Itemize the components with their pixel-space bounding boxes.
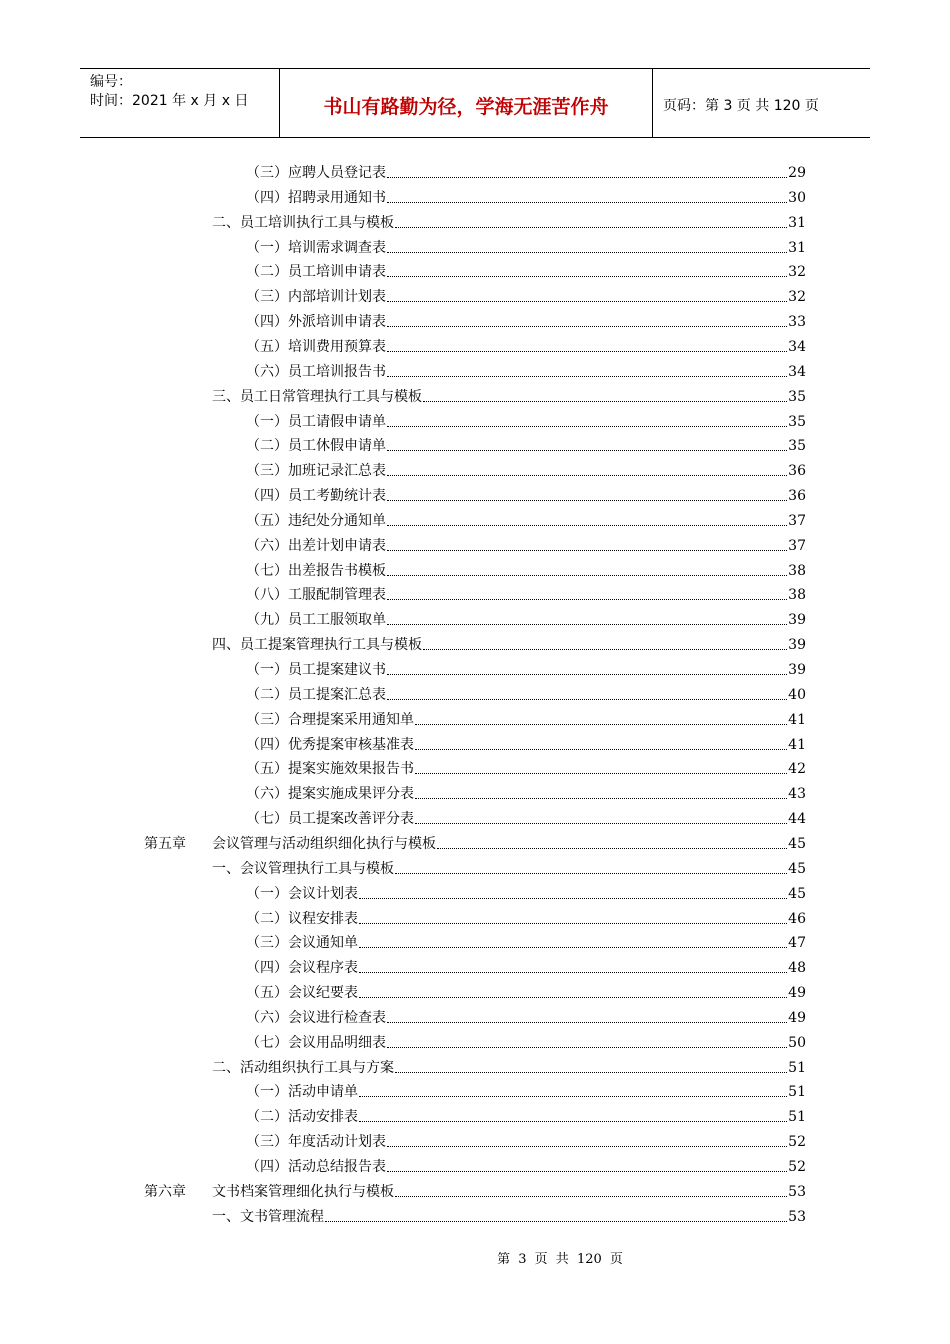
toc-entry-page: 30 bbox=[788, 189, 806, 206]
toc-dot-leader bbox=[359, 972, 787, 973]
toc-entry[interactable] bbox=[246, 357, 806, 381]
toc-dot-leader bbox=[387, 301, 787, 302]
toc-dot-leader bbox=[387, 351, 787, 352]
toc-entry-title bbox=[246, 512, 386, 530]
toc-entry-page: 41 bbox=[788, 736, 806, 753]
footer-total-label: 共 bbox=[555, 1252, 569, 1267]
toc-dot-leader bbox=[359, 898, 787, 899]
toc-dot-leader bbox=[387, 475, 787, 476]
toc-dot-leader bbox=[387, 202, 787, 203]
footer-total-unit: 页 bbox=[609, 1252, 623, 1267]
toc-entry-page: 50 bbox=[788, 1034, 806, 1051]
toc-entry[interactable] bbox=[246, 1003, 806, 1027]
toc-entry-page: 39 bbox=[788, 662, 806, 678]
toc-entry-page: 47 bbox=[788, 935, 806, 952]
toc-entry-label: （二）员工休假申请单 bbox=[246, 438, 386, 455]
toc-dot-leader bbox=[387, 674, 787, 675]
header-meta bbox=[80, 69, 280, 137]
toc-entry-title bbox=[212, 1059, 394, 1077]
toc-entry[interactable] bbox=[212, 854, 806, 878]
toc-chapter-prefix: 第五章 bbox=[144, 835, 186, 852]
toc-entry-title bbox=[246, 437, 386, 455]
document-time-label: 时间：2021 年 x 月 x 日 bbox=[90, 93, 249, 109]
toc-entry-page: 51 bbox=[788, 1109, 806, 1126]
toc-dot-leader bbox=[325, 1221, 787, 1222]
toc-dot-leader bbox=[387, 276, 787, 277]
toc-entry-title bbox=[246, 910, 358, 928]
toc-entry-page: 35 bbox=[788, 438, 806, 455]
toc-entry-label: 一、会议管理执行工具与模板 bbox=[212, 860, 394, 877]
toc-entry-title bbox=[246, 338, 386, 356]
toc-entry-label: （三）加班记录汇总表 bbox=[246, 463, 386, 480]
toc-entry[interactable] bbox=[246, 257, 806, 281]
toc-entry-title bbox=[246, 1009, 386, 1027]
toc-entry-title bbox=[246, 984, 358, 1002]
toc-entry-title bbox=[246, 959, 358, 977]
toc-entry-page: 31 bbox=[788, 214, 806, 231]
toc-entry[interactable] bbox=[246, 506, 806, 530]
toc-entry-page: 53 bbox=[788, 1208, 806, 1225]
toc-dot-leader bbox=[387, 525, 787, 526]
toc-dot-leader bbox=[387, 699, 787, 700]
toc-entry-page: 35 bbox=[788, 388, 806, 405]
toc-entry-label: （六）出差计划申请表 bbox=[246, 537, 386, 554]
toc-dot-leader bbox=[395, 1072, 787, 1073]
toc-entry[interactable] bbox=[246, 1077, 806, 1101]
toc-entry-label: （二）员工提案汇总表 bbox=[246, 686, 386, 703]
toc-entry-title bbox=[212, 636, 422, 654]
toc-entry-page: 44 bbox=[788, 811, 806, 828]
toc-entry-label: （七）出差报告书模板 bbox=[246, 562, 386, 579]
toc-entry-title bbox=[212, 388, 422, 406]
toc-entry[interactable] bbox=[246, 680, 806, 704]
toc-entry[interactable] bbox=[246, 332, 806, 356]
document-header bbox=[80, 68, 870, 138]
footer-page-number: 3 bbox=[518, 1252, 527, 1267]
toc-entry-title bbox=[144, 835, 436, 853]
toc-entry-title bbox=[246, 462, 386, 480]
toc-entry-title bbox=[212, 214, 394, 232]
toc-dot-leader bbox=[387, 575, 787, 576]
toc-entry[interactable] bbox=[246, 1127, 806, 1151]
toc-entry-title bbox=[246, 363, 386, 381]
toc-dot-leader bbox=[415, 749, 787, 750]
toc-dot-leader bbox=[359, 1121, 787, 1122]
header-page-info: 页码：第 3 页 共 120 页 bbox=[663, 98, 819, 114]
toc-entry[interactable] bbox=[246, 1152, 806, 1176]
toc-entry[interactable] bbox=[246, 605, 806, 629]
toc-entry-page: 39 bbox=[788, 612, 806, 629]
toc-entry-title bbox=[246, 1083, 358, 1101]
toc-dot-leader bbox=[359, 923, 787, 924]
toc-entry-label: （一）培训需求调查表 bbox=[246, 239, 386, 256]
toc-entry[interactable] bbox=[246, 1102, 806, 1126]
toc-dot-leader bbox=[437, 848, 787, 849]
toc-entry[interactable] bbox=[246, 233, 806, 257]
toc-entry-label: 二、活动组织执行工具与方案 bbox=[212, 1059, 394, 1076]
toc-entry-title bbox=[246, 686, 386, 704]
toc-entry-page: 35 bbox=[788, 413, 806, 430]
toc-entry-title bbox=[246, 164, 386, 182]
toc-entry-label: （三）会议通知单 bbox=[246, 935, 358, 952]
toc-entry-page: 46 bbox=[788, 910, 806, 927]
toc-entry-label: （七）会议用品明细表 bbox=[246, 1034, 386, 1051]
toc-entry-title bbox=[246, 239, 386, 257]
toc-dot-leader bbox=[415, 724, 787, 725]
toc-entry-page: 49 bbox=[788, 985, 806, 1002]
toc-entry[interactable] bbox=[246, 407, 806, 431]
toc-entry-page: 37 bbox=[788, 512, 806, 529]
toc-entry-title bbox=[246, 288, 386, 306]
toc-entry-page: 36 bbox=[788, 463, 806, 480]
toc-entry-label: （六）员工培训报告书 bbox=[246, 363, 386, 380]
toc-dot-leader bbox=[387, 1022, 787, 1023]
header-motto: 书山有路勤为径，学海无涯苦作舟 bbox=[280, 69, 653, 137]
toc-entry-label: （三）合理提案采用通知单 bbox=[246, 711, 414, 728]
toc-entry[interactable] bbox=[246, 282, 806, 306]
toc-entry-label: （四）会议程序表 bbox=[246, 960, 358, 977]
toc-entry-label: 四、员工提案管理执行工具与模板 bbox=[212, 637, 422, 654]
toc-dot-leader bbox=[423, 401, 787, 402]
toc-entry-label: （五）培训费用预算表 bbox=[246, 338, 386, 355]
toc-entry-label: 一、文书管理流程 bbox=[212, 1208, 324, 1225]
toc-entry-title bbox=[246, 487, 386, 505]
toc-entry[interactable] bbox=[246, 431, 806, 455]
toc-entry-page: 29 bbox=[788, 165, 806, 181]
toc-entry-page: 34 bbox=[788, 363, 806, 380]
toc-entry-label: （八）工服配制管理表 bbox=[246, 587, 386, 604]
toc-entry-page: 39 bbox=[788, 637, 806, 654]
toc-dot-leader bbox=[387, 177, 787, 178]
toc-entry-page: 31 bbox=[788, 239, 806, 256]
toc-dot-leader bbox=[359, 1096, 787, 1097]
toc-entry[interactable] bbox=[246, 307, 806, 331]
toc-dot-leader bbox=[387, 326, 787, 327]
toc-entry[interactable] bbox=[212, 1202, 806, 1226]
toc-entry-label: （一）活动申请单 bbox=[246, 1084, 358, 1101]
toc-entry-label: 三、员工日常管理执行工具与模板 bbox=[212, 388, 422, 405]
toc-entry[interactable] bbox=[246, 804, 806, 828]
toc-entry-label: （四）招聘录用通知书 bbox=[246, 189, 386, 206]
toc-dot-leader bbox=[387, 252, 787, 253]
toc-entry-title bbox=[246, 661, 386, 679]
toc-entry-title bbox=[246, 562, 386, 580]
toc-entry-title bbox=[246, 263, 386, 281]
toc-entry-title bbox=[212, 1208, 324, 1226]
toc-entry-title bbox=[246, 810, 414, 828]
toc-entry-label: （一）会议计划表 bbox=[246, 885, 358, 902]
toc-entry-label: （二）活动安排表 bbox=[246, 1109, 358, 1126]
toc-entry[interactable] bbox=[246, 183, 806, 207]
toc-entry-label: （三）应聘人员登记表 bbox=[246, 165, 386, 181]
toc-entry-label: 文书档案管理细化执行与模板 bbox=[212, 1183, 394, 1200]
toc-entry-label: （一）员工提案建议书 bbox=[246, 662, 386, 678]
toc-dot-leader bbox=[359, 947, 787, 948]
toc-entry-label: （二）员工培训申请表 bbox=[246, 264, 386, 281]
toc-entry-page: 32 bbox=[788, 289, 806, 306]
toc-dot-leader bbox=[415, 798, 787, 799]
toc-dot-leader bbox=[387, 376, 787, 377]
toc-chapter-prefix: 第六章 bbox=[144, 1183, 186, 1200]
toc-entry[interactable] bbox=[212, 630, 806, 654]
toc-entry[interactable] bbox=[246, 1028, 806, 1052]
toc-entry-page: 41 bbox=[788, 711, 806, 728]
toc-entry-title bbox=[246, 711, 414, 729]
toc-entry-title bbox=[246, 934, 358, 952]
toc-entry-title bbox=[212, 860, 394, 878]
toc-entry-page: 34 bbox=[788, 338, 806, 355]
toc-entry[interactable] bbox=[246, 928, 806, 952]
toc-entry-title bbox=[246, 1158, 386, 1176]
toc-dot-leader bbox=[387, 550, 787, 551]
toc-entry-page: 51 bbox=[788, 1084, 806, 1101]
toc-entry-label: （四）活动总结报告表 bbox=[246, 1159, 386, 1175]
toc-entry-page: 51 bbox=[788, 1059, 806, 1076]
toc-entry-page: 32 bbox=[788, 264, 806, 281]
toc-entry-page: 36 bbox=[788, 488, 806, 505]
toc-entry-title bbox=[246, 785, 414, 803]
toc-dot-leader bbox=[387, 599, 787, 600]
toc-entry-title bbox=[246, 413, 386, 431]
toc-dot-leader bbox=[387, 1171, 787, 1172]
toc-dot-leader bbox=[387, 1047, 787, 1048]
toc-entry-title bbox=[246, 537, 386, 555]
toc-entry-label: （四）员工考勤统计表 bbox=[246, 488, 386, 505]
toc-entry-title bbox=[246, 1108, 358, 1126]
toc-entry-page: 45 bbox=[788, 860, 806, 877]
toc-entry[interactable] bbox=[246, 556, 806, 580]
toc-entry[interactable] bbox=[246, 481, 806, 505]
toc-entry-page: 45 bbox=[788, 835, 806, 852]
toc-entry-page: 42 bbox=[788, 761, 806, 778]
toc-dot-leader bbox=[387, 450, 787, 451]
toc-entry[interactable] bbox=[246, 705, 806, 729]
toc-entry[interactable] bbox=[246, 531, 806, 555]
toc-entry-page: 33 bbox=[788, 314, 806, 331]
toc-entry-title bbox=[246, 736, 414, 754]
toc-entry-label: （五）会议纪要表 bbox=[246, 985, 358, 1002]
toc-entry-label: （四）优秀提案审核基准表 bbox=[246, 736, 414, 753]
toc-dot-leader bbox=[395, 227, 787, 228]
toc-entry-page: 49 bbox=[788, 1009, 806, 1026]
toc-entry[interactable] bbox=[246, 754, 806, 778]
toc-dot-leader bbox=[387, 426, 787, 427]
toc-entry[interactable] bbox=[144, 829, 806, 853]
toc-entry-label: （二）议程安排表 bbox=[246, 910, 358, 927]
toc-entry-label: （三）内部培训计划表 bbox=[246, 289, 386, 306]
toc-entry-page: 43 bbox=[788, 786, 806, 803]
toc-dot-leader bbox=[415, 773, 787, 774]
toc-entry[interactable] bbox=[212, 208, 806, 232]
toc-entry[interactable] bbox=[212, 382, 806, 406]
toc-entry-label: 二、员工培训执行工具与模板 bbox=[212, 214, 394, 231]
toc-entry[interactable] bbox=[246, 158, 806, 182]
toc-entry[interactable] bbox=[246, 456, 806, 480]
toc-dot-leader bbox=[395, 873, 787, 874]
toc-entry[interactable] bbox=[246, 904, 806, 928]
toc-entry-label: （七）员工提案改善评分表 bbox=[246, 811, 414, 828]
toc-entry[interactable] bbox=[246, 580, 806, 604]
toc-dot-leader bbox=[395, 1196, 787, 1197]
footer-page-label: 第 bbox=[497, 1252, 511, 1267]
toc-entry-label: （五）提案实施效果报告书 bbox=[246, 761, 414, 778]
toc-entry-page: 40 bbox=[788, 686, 806, 703]
footer-page-unit: 页 bbox=[534, 1252, 548, 1267]
toc-entry-label: （三）年度活动计划表 bbox=[246, 1134, 386, 1151]
toc-entry-label: （九）员工工服领取单 bbox=[246, 612, 386, 629]
toc-entry-page: 38 bbox=[788, 587, 806, 604]
toc-entry[interactable] bbox=[246, 779, 806, 803]
toc-entry[interactable] bbox=[246, 978, 806, 1002]
toc-entry-page: 37 bbox=[788, 537, 806, 554]
toc-entry[interactable] bbox=[246, 655, 806, 679]
toc-entry-title bbox=[246, 586, 386, 604]
toc-entry[interactable] bbox=[212, 1053, 806, 1077]
toc-entry-title bbox=[246, 1133, 386, 1151]
toc-entry-title bbox=[246, 189, 386, 207]
toc-entry-title bbox=[246, 313, 386, 331]
toc-entry[interactable] bbox=[246, 879, 806, 903]
toc-entry-page: 38 bbox=[788, 562, 806, 579]
toc-entry[interactable] bbox=[246, 953, 806, 977]
page-footer bbox=[0, 1248, 950, 1267]
toc-entry-title bbox=[246, 885, 358, 903]
toc-dot-leader bbox=[387, 500, 787, 501]
document-number-label: 编号： bbox=[90, 74, 132, 90]
toc-entry-page: 52 bbox=[788, 1159, 806, 1175]
toc-entry[interactable] bbox=[246, 730, 806, 754]
toc-entry-label: （六）会议进行检查表 bbox=[246, 1009, 386, 1026]
toc-dot-leader bbox=[415, 823, 787, 824]
toc-entry-page: 53 bbox=[788, 1183, 806, 1200]
toc-entry-title bbox=[246, 760, 414, 778]
toc-entry-page: 45 bbox=[788, 885, 806, 902]
footer-total-pages: 120 bbox=[576, 1252, 602, 1267]
toc-entry-label: （一）员工请假申请单 bbox=[246, 413, 386, 430]
toc-entry-title bbox=[246, 611, 386, 629]
toc-dot-leader bbox=[387, 1146, 787, 1147]
toc-entry-title bbox=[246, 1034, 386, 1052]
toc-dot-leader bbox=[359, 997, 787, 998]
toc-dot-leader bbox=[423, 649, 787, 650]
toc-entry-label: （六）提案实施成果评分表 bbox=[246, 786, 414, 803]
toc-entry-page: 52 bbox=[788, 1134, 806, 1151]
toc-entry-label: （四）外派培训申请表 bbox=[246, 314, 386, 331]
toc-entry-label: 会议管理与活动组织细化执行与模板 bbox=[212, 835, 436, 852]
toc-dot-leader bbox=[387, 624, 787, 625]
toc-entry-label: （五）违纪处分通知单 bbox=[246, 512, 386, 529]
toc-entry-page: 48 bbox=[788, 960, 806, 977]
toc-entry-title bbox=[144, 1183, 394, 1201]
toc-entry[interactable] bbox=[144, 1177, 806, 1201]
